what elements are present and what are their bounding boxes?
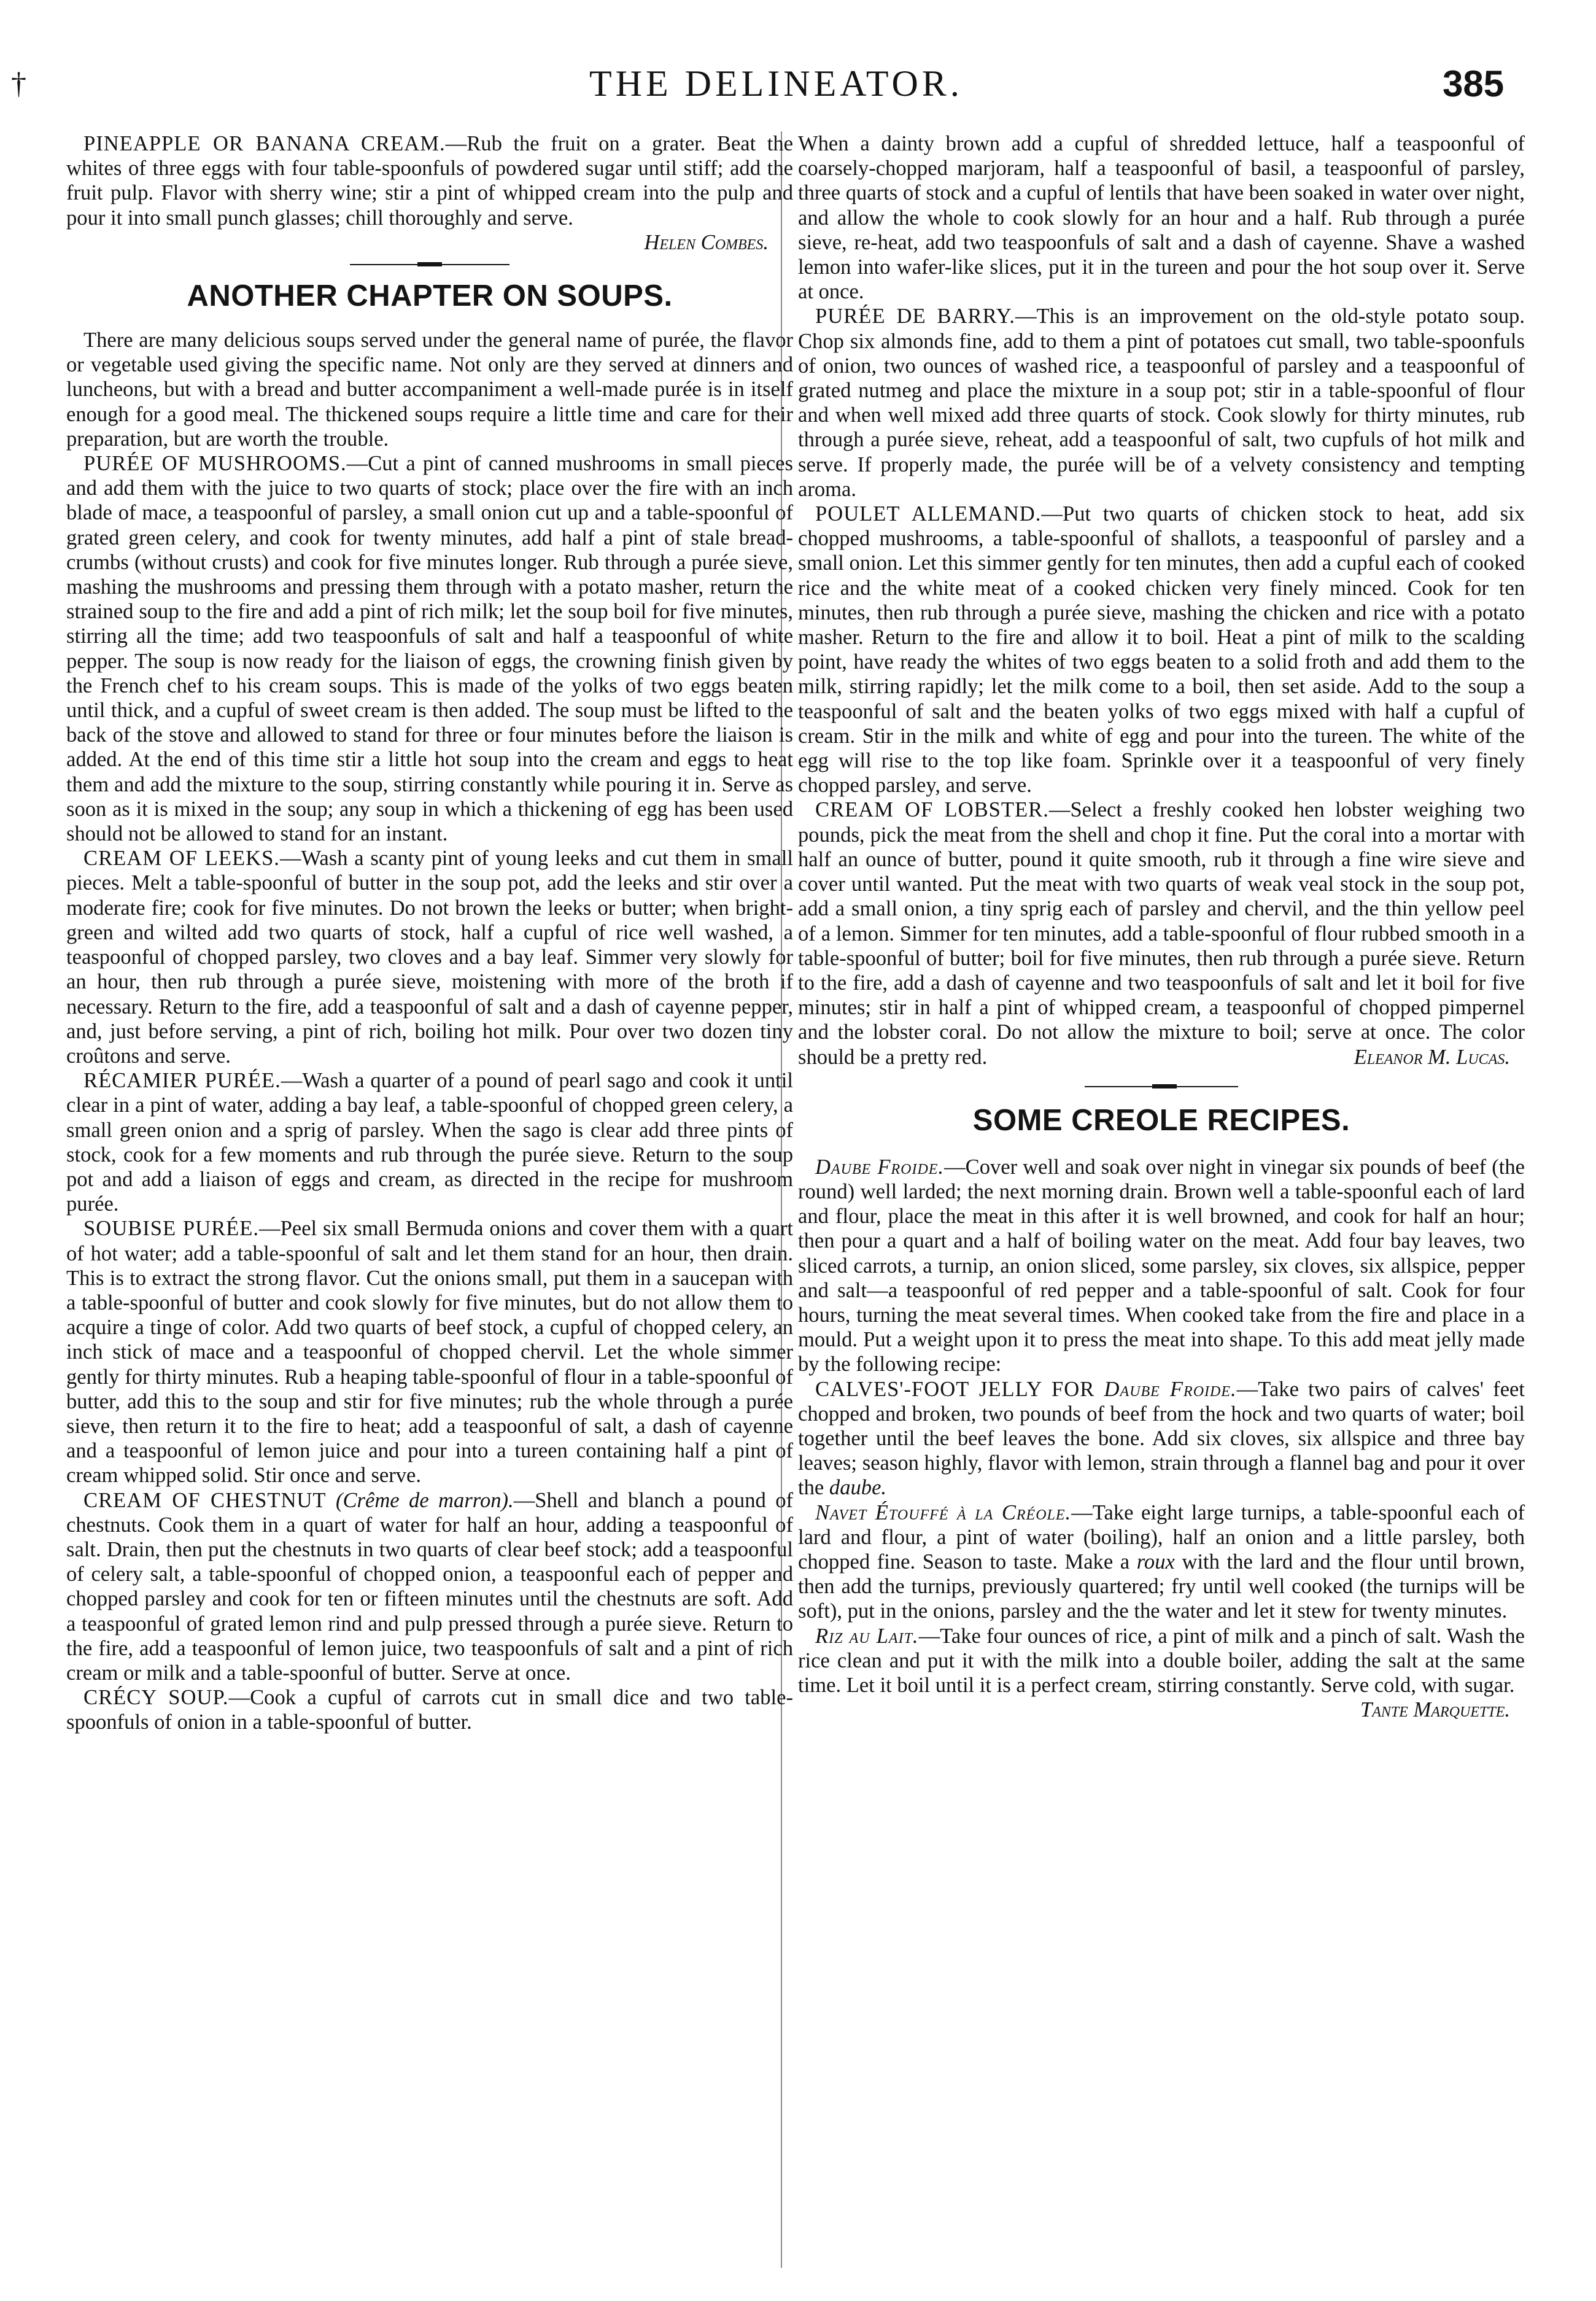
signature: Eleanor M. Lucas.	[1354, 1045, 1510, 1069]
recipe-title: CALVES'-FOOT JELLY FOR	[815, 1377, 1095, 1401]
section-heading: SOME CREOLE RECIPES.	[972, 1103, 1350, 1137]
recipe-text: —This is an improvement on the old-style potato soup. Chop six almonds fine, add to them a pint of potatoes cut small, two table-spoonfuls of onion, two ounces of washed rice, a teaspoonful of parsley and a teaspoonful of grated nutmeg and place the mixture in a soup pot; stir in a table-spoonful of flour and when well mixed add three quarts of stock. Cook slowly for thirty minutes, rub through a purée sieve, reheat, add a teaspoonful of salt, two cupfuls of hot milk and serve. If properly made, the purée will be of a velvety consistency and tempting aroma.	[798, 305, 1525, 501]
pineapple-recipe	[66, 131, 793, 230]
crecy-continuation: When a dainty brown add a cupful of shredded lettuce, half a teaspoonful of coarsely-chopped marjoram, half a teaspoonful of basil, a teaspoonful of parsley, three quarts of stock and a cupful of lentils that have been soaked in water over night, and allow the whole to cook slowly for an hour and a half. Rub through a purée sieve, re-heat, add two teaspoonfuls of salt and a dash of cayenne. Shave a washed lemon into wafer-like slices, put it in the tureen and pour the hot soup over it. Serve at once.	[798, 132, 1525, 304]
recipe-text: —Peel six small Bermuda onions and cover them with a quart of hot water; add a table-spoonful of salt and let them stand for an hour, then drain. This is to extract the strong flavor. Cut the onions small, put them in a saucepan with a table-spoonful of butter and cook slowly for five minutes, but do not allow them to acquire a tinge of color. Add two quarts of beef stock, a cupful of chopped celery, an inch stick of mace and a teaspoonful of chopped chervil. Let the whole simmer gently for thirty minutes. Rub a heaping table-spoonful of flour in a table-spoonful of butter, add this to the soup and stir for five minutes; rub the whole through a purée sieve, then return it to the fire to heat; add a teaspoonful of salt, a dash of cayenne and a teaspoonful of lemon juice and pour into a tureen containing half a pint of cream whipped solid. Stir once and serve.	[66, 1217, 793, 1488]
section-rule	[1085, 1084, 1238, 1088]
recipe-text-emphasis: daube.	[829, 1476, 887, 1500]
soubise-recipe	[66, 1216, 793, 1488]
barry-recipe	[798, 304, 1525, 502]
recipe-title: CREAM OF CHESTNUT	[83, 1488, 327, 1512]
recipe-subtitle: (Crême de marron).	[335, 1488, 514, 1512]
recipe-text: —Take eight large turnips, a table-spoonful each of lard and flour, a pint of water (boiling), half an onion and a little parsley, both chopped fine. Season to taste. Make a	[798, 1500, 1525, 1573]
recipe-text: —Select a freshly cooked hen lobster weighing two pounds, pick the meat from the shell and chop it fine. Put the coral into a mortar with half an ounce of butter, pound it quite smooth, rub it through a fine wire sieve and cover until wanted. Put the meat with two quarts of weak veal stock in the soup pot, add a small onion, a tiny sprig each of parsley and chervil, and the thin yellow peel of a lemon. Simmer for ten minutes, add a table-spoonful of flour rubbed smooth in a table-spoonful of butter; boil for five minutes, then rub through a purée sieve. Return to the fire, add a dash of cayenne and two teaspoonfuls of salt and let it boil for five minutes; stir in half a pint of whipped cream, a teaspoonful of chopped pimpernel and the lobster coral. Do not allow the mixture to boil; serve at once. The color should be a pretty red.	[798, 798, 1525, 1069]
recipe-title: SOUBISE PURÉE.	[83, 1217, 260, 1241]
recipe-title: Riz au Lait.	[815, 1624, 919, 1648]
lobster-recipe	[798, 797, 1525, 1069]
calves-foot-recipe	[798, 1377, 1525, 1500]
recipe-title: RÉCAMIER PURÉE.	[83, 1069, 281, 1093]
riz-recipe	[798, 1624, 1525, 1722]
page-number: 385	[1443, 63, 1505, 104]
signature: Tante Marquette.	[1360, 1698, 1510, 1722]
recipe-text: —Wash a scanty pint of young leeks and cut them in small pieces. Melt a table-spoonful of butter in the soup pot, add the leeks and stir over a moderate fire; cook for five minutes. Do not brown the leeks or butter; when bright-green and wilted add two quarts of stock, half a cupful of rice well washed, a teaspoonful of chopped parsley, two cloves and a bay leaf. Simmer very slowly for an hour, then rub through a purée sieve, moistening with more of the broth if necessary. Return to the fire, add a teaspoonful of salt and a dash of cayenne pepper, and, just before serving, a pint of rich, boiling hot milk. Pour over two dozen tiny croûtons and serve.	[66, 847, 793, 1068]
right-column	[798, 131, 1525, 1722]
intro-paragraph: There are many delicious soups served under the general name of purée, the flavor or vegetable used giving the specific name. Not only are they served at dinners and luncheons, but with a bread and butter accompaniment a well-made purée is in itself enough for a good meal. The thickened soups require a little time and care for their preparation, but are worth the trouble.	[66, 328, 793, 451]
recamier-recipe	[66, 1068, 793, 1216]
crecy-recipe	[66, 1685, 793, 1734]
section-rule	[350, 262, 509, 266]
recipe-title: CRÉCY SOUP.	[83, 1686, 229, 1710]
recipe-title: Navet Étouffé à la Créole.	[815, 1500, 1072, 1524]
recipe-text: —Wash a quarter of a pound of pearl sago and cook it until clear in a pint of water, adding a bay leaf, a table-spoonful of chopped green celery, a small green onion and a sprig of parsley. When the sago is clear add three pints of stock, cook for a few moments and rub through the purée sieve. Return to the soup pot and add a liaison of eggs and cream, as directed in the recipe for mushroom purée.	[66, 1069, 794, 1216]
signature: Helen Combes.	[644, 230, 769, 254]
recipe-title: PURÉE OF MUSHROOMS.	[83, 452, 347, 476]
navet-recipe	[798, 1500, 1525, 1624]
recipe-text: —Cover well and soak over night in vinegar six pounds of beef (the round) well larded; the next morning drain. Brown well a table-spoonful each of lard and flour, place the meat in this after it is well browned, and cook for half an hour; then pour a quart and a half of boiling water on the meat. Add four bay leaves, two sliced carrots, a turnip, an onion sliced, some parsley, six cloves, six allspice, pepper and salt—a teaspoonful of red pepper and a table-spoonful of salt. Cook for four hours, turning the meat several times. When cooked take from the fire and place in a mould. Put a weight upon it to press the meat into shape. To this add meat jelly made by the following recipe:	[798, 1155, 1525, 1376]
chestnut-recipe	[66, 1488, 793, 1686]
recipe-title: POULET ALLEMAND.	[815, 502, 1042, 526]
recipe-text: —Cook a cupful of carrots cut in small dice and two table-spoonfuls of onion in a table-spoonful of butter.	[66, 1686, 794, 1734]
recipe-text-emphasis: roux	[1136, 1550, 1175, 1573]
recipe-title: CREAM OF LEEKS.	[83, 847, 280, 871]
daube-recipe	[798, 1155, 1525, 1377]
left-column	[66, 131, 793, 1735]
recipe-text: with the lard and the flour until brown, then add the turnips, previously quartered; fry until well cooked (the turnips will be soft), put in the onions, parsley and the the water and let it stew for twenty minutes.	[798, 1550, 1525, 1623]
poulet-recipe	[798, 502, 1525, 797]
recipe-title: CREAM OF LOBSTER.	[815, 798, 1049, 822]
recipe-title: Daube Froide.	[815, 1155, 945, 1179]
page-header	[0, 56, 1596, 112]
section-heading: ANOTHER CHAPTER ON SOUPS.	[187, 279, 673, 313]
recipe-text: —Cut a pint of canned mushrooms in small pieces and add them with the juice to two quarts of stock; place over the fire with an inch blade of mace, a teaspoonful of parsley, a small onion cut up and a table-spoonful of grated green celery, and cook for twenty minutes, add half a pint of stale bread-crumbs (without crusts) and cook for five minutes longer. Rub through a purée sieve, mashing the mushrooms and pressing them through with a potato masher, return the strained soup to the fire and add a pint of rich milk; let the soup boil for five minutes, stirring all the time; add two teaspoonfuls of salt and half a teaspoonful of white pepper. The soup is now ready for the liaison of eggs, the crowning finish given by the French chef to his cream soups. This is made of the yolks of two eggs beaten until thick, and a cupful of sweet cream is then added. The soup must be lifted to the back of the stove and allowed to stand for three or four minutes before the liaison is added. At the end of this time stir a little hot soup into the cream and eggs to heat them and add the mixture to the soup, stirring constantly while pouring it in. Serve as soon as it is mixed in the soup; any soup in which a thickening of egg has been used should not be allowed to stand for an instant.	[66, 452, 793, 846]
leeks-recipe	[66, 846, 793, 1068]
recipe-text: —Rub the fruit on a grater. Beat the whites of three eggs with four table-spoonfuls of powdered sugar until stiff; add the fruit pulp. Flavor with sherry wine; stir a pint of whipped cream into the pulp and pour it into small punch glasses; chill thoroughly and serve.	[66, 132, 793, 230]
running-title: THE DELINEATOR.	[589, 63, 963, 104]
recipe-text: —Take four ounces of rice, a pint of milk and a pinch of salt. Wash the rice clean and put it with the milk into a double boiler, adding the salt at the same time. Let it boil until it is a perfect cream, stirring constantly. Serve cold, with sugar.	[798, 1624, 1525, 1697]
recipe-title-emphasis: Daube Froide.	[1104, 1377, 1237, 1401]
recipe-text: —Shell and blanch a pound of chestnuts. Cook them in a quart of water for half an hour, adding a teaspoonful of salt. Drain, then put the chestnuts in two quarts of clear beef stock; add a teaspoonful of celery salt, a table-spoonful of chopped onion, a teaspoonful each of pepper and chopped parsley and cook for ten or fifteen minutes until the chestnuts are soft. Add a teaspoonful of grated lemon rind and pulp pressed through a purée sieve. Return to the fire, add a teaspoonful of lemon juice, two teaspoonfuls of salt and a pint of rich cream or milk and a table-spoonful of butter. Serve at once.	[66, 1488, 793, 1685]
dagger-mark: †	[11, 66, 26, 100]
recipe-text: —Put two quarts of chicken stock to heat, add six chopped mushrooms, a table-spoonful of shallots, a teaspoonful of parsley and a small onion. Let this simmer gently for ten minutes, then add a cupful each of cooked rice and the white meat of a cooked chicken very finely minced. Cook for ten minutes, then rub through a purée sieve, mashing the chicken and rice with a potato masher. Return to the fire and allow it to boil. Heat a pint of milk to the scalding point, have ready the whites of two eggs beaten to a solid froth and add them to the milk, stirring rapidly; let the milk come to a boil, then set aside. Add to the soup a teaspoonful of salt and the beaten yolks of two eggs mixed with half a cupful of cream. Stir in the milk and white of egg and pour into the tureen. The white of the egg will rise to the top like foam. Sprinkle over it a teaspoonful of very finely chopped parsley, and serve.	[798, 502, 1525, 797]
recipe-text: —Take two pairs of calves' feet chopped and broken, two pounds of beef from the hock and two quarts of water; boil together until the beef leaves the bone. Add six cloves, six allspice and three bay leaves; season highly, flavor with lemon, strain through a flannel bag and pour it over the	[798, 1377, 1525, 1500]
recipe-title: PURÉE DE BARRY.	[815, 305, 1015, 328]
recipe-title: PINEAPPLE OR BANANA CREAM.	[83, 132, 446, 155]
mushroom-recipe	[66, 451, 793, 846]
